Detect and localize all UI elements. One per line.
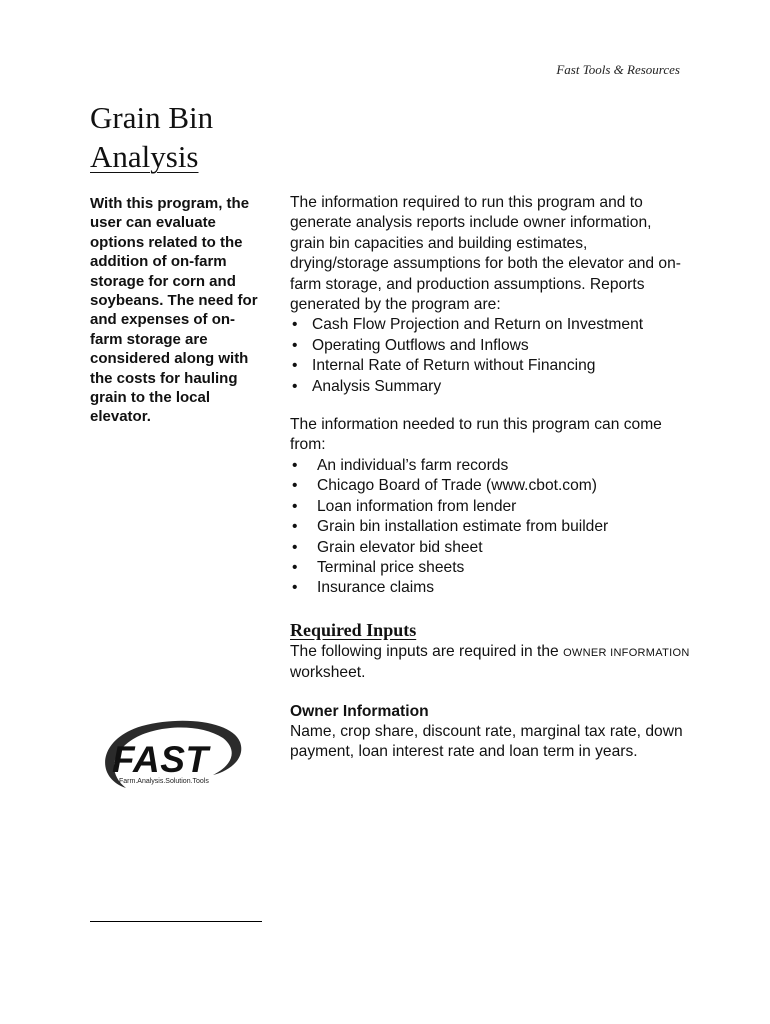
required-inputs-text-after: worksheet. (290, 664, 366, 682)
required-inputs-heading: Required Inputs (290, 619, 417, 640)
list-item: • Operating Outflows and Inflows (290, 336, 690, 356)
required-inputs-text (290, 642, 690, 684)
list-item: • Grain elevator bid sheet (290, 538, 690, 558)
logo-tagline: Farm.Analysis.Solution.Tools (119, 778, 209, 785)
list-item: • Internal Rate of Return without Financing (290, 356, 690, 376)
page-title (90, 98, 213, 176)
logo-wordmark: FAST (112, 739, 209, 780)
list-item: • Analysis Summary (290, 377, 690, 397)
list-item: • Insurance claims (290, 578, 690, 598)
sidebar-summary: With this program, the user can evaluate options related to the addition of on-farm storage for corn and soybeans. The need for and expenses of on-farm storage are considered along with the costs for hauling grain to the local elevator. (90, 195, 258, 426)
reports-list (290, 315, 690, 397)
required-inputs-text-before: The following inputs are required in the (290, 642, 559, 660)
intro-paragraph: The information required to run this program and to generate analysis reports include owner information, grain bin capacities and building estimates, drying/storage assumptions for both the elevator and on-farm storage, and production assumptions. Reports generated by the program are: (290, 194, 681, 314)
main-content (290, 193, 690, 763)
list-item: • Chicago Board of Trade (www.cbot.com) (290, 476, 690, 496)
title-line-2: Analysis (90, 139, 199, 174)
list-item: • Loan information from lender (290, 497, 690, 517)
title-line-1: Grain Bin (90, 100, 214, 135)
owner-info-heading: Owner Information (290, 702, 429, 720)
worksheet-name: OWNER INFORMATION (563, 646, 690, 659)
owner-info-text: Name, crop share, discount rate, marginal tax rate, down payment, loan interest rate and loan term in years. (290, 722, 683, 761)
sources-intro: The information needed to run this program can come from: (290, 416, 662, 454)
list-item: • Cash Flow Projection and Return on Investment (290, 315, 690, 335)
fast-logo (92, 718, 252, 798)
list-item: • Grain bin installation estimate from builder (290, 517, 690, 537)
footnote-divider (90, 921, 262, 922)
running-header: Fast Tools & Resources (556, 62, 680, 77)
sources-list (290, 456, 690, 599)
list-item: • Terminal price sheets (290, 558, 690, 578)
list-item: • An individual’s farm records (290, 456, 690, 476)
